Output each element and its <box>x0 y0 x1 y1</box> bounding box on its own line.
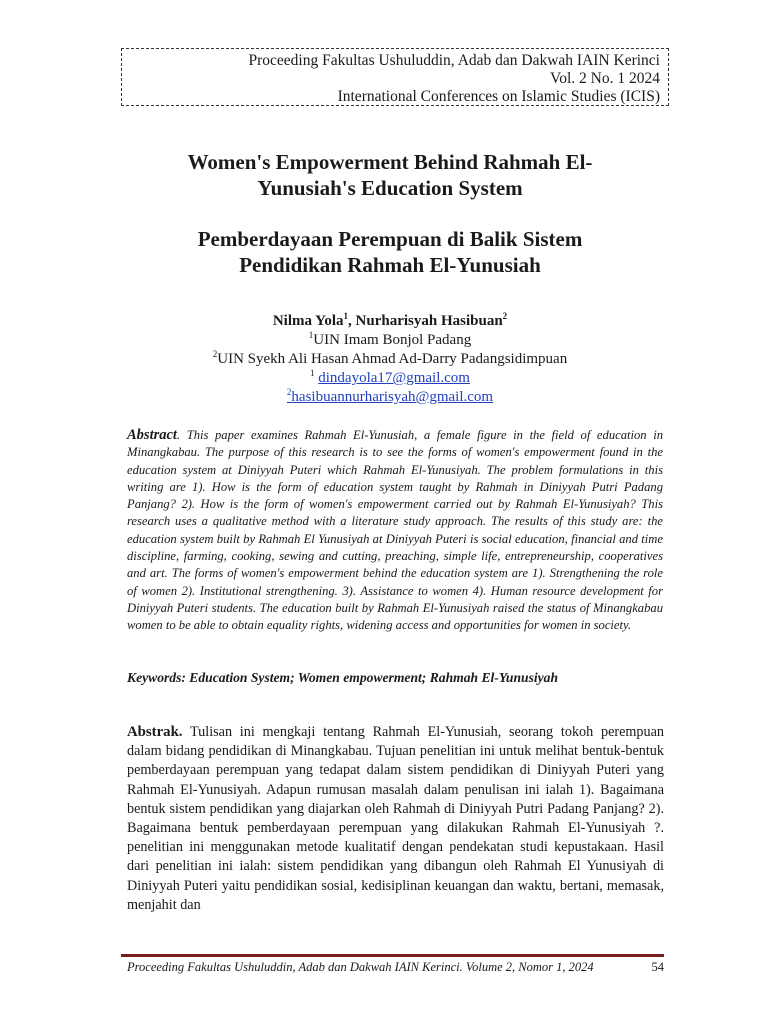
title-en-line-1: Women's Empowerment Behind Rahmah El- <box>187 150 593 174</box>
footer-rule <box>121 954 664 957</box>
affiliation-2-text: UIN Syekh Ali Hasan Ahmad Ad-Darry Padangsidimpuan <box>217 351 568 367</box>
affiliation-2 <box>120 350 660 369</box>
affiliation-2-sup: 2 <box>212 349 218 359</box>
abstract-english <box>127 427 663 635</box>
author-2-name: Nurharisyah Hasibuan <box>355 313 503 329</box>
abstract-indonesian <box>127 723 664 915</box>
journal-volume: Vol. 2 No. 1 2024 <box>550 70 660 87</box>
page-footer <box>127 960 667 974</box>
affiliation-1-text: UIN Imam Bonjol Padang <box>313 332 472 348</box>
author-1-sup: 1 <box>343 311 349 321</box>
author-separator: , <box>348 313 356 329</box>
author-block <box>120 312 660 407</box>
title-id-line-2: Pendidikan Rahmah El-Yunusiah <box>239 253 541 277</box>
author-2-sup: 2 <box>502 311 508 321</box>
email-2-text: hasibuannurharisyah@gmail.com <box>291 389 494 405</box>
abstract-id-text: Tulisan ini mengkaji tentang Rahmah El-Yunusiah, seorang tokoh perempuan dalam bidang pendidikan di Minangkabau. Tujuan penelitian ini untuk melihat bentuk-bentuk pemberdayaan perempuan yang tedapat dalam sistem pendidikan di Diniyyah Puteri yang Rahmah El-Yunusiyah. Adapun rumusan masalah dalam penulisan ini ialah 1). Bagaimana bentuk sistem pendidikan yang diajarkan oleh Rahmah di Diniyyah Putri Padang Panjang? 2). Bagaimana bentuk pemberdayaan perempuan yang dilakukan Rahmah El-Yunusiyah ?. penelitian ini menggunakan metode kualitatif dengan pendekatan studi kepustakaan. Hasil dari penelitian ini ialah: sistem pendidikan yang dibangun oleh Rahmah El Yunusiyah di Diniyyah Puteri yaitu pendidikan sosial, kedisiplinan keuangan dan waktu, bertani, memasak, menjahit dan <box>127 724 664 913</box>
page-number: 54 <box>651 960 664 974</box>
email-2 <box>120 388 660 407</box>
paper-title-english <box>120 149 660 201</box>
author-names <box>120 312 660 331</box>
title-en-line-2: Yunusiah's Education System <box>257 176 523 200</box>
journal-name: Proceeding Fakultas Ushuluddin, Adab dan Dakwah IAIN Kerinci <box>248 52 660 69</box>
affiliation-1 <box>120 331 660 350</box>
author-1-name: Nilma Yola <box>272 313 344 329</box>
email-1-link[interactable]: dindayola17@gmail.com <box>318 370 470 386</box>
email-1-sup: 1 <box>310 368 315 378</box>
conference-name: International Conferences on Islamic Studies (ICIS) <box>337 88 660 105</box>
keywords: Keywords: Education System; Women empowerment; Rahmah El-Yunusiyah <box>127 670 559 685</box>
paper-title-indonesian <box>120 226 660 278</box>
journal-header-box <box>121 48 669 106</box>
footer-citation: Proceeding Fakultas Ushuluddin, Adab dan Dakwah IAIN Kerinci. Volume 2, Nomor 1, 2024 <box>127 960 594 974</box>
email-1 <box>120 369 660 388</box>
abstract-en-label: Abstract <box>127 427 177 443</box>
title-id-line-1: Pemberdayaan Perempuan di Balik Sistem <box>197 227 583 251</box>
email-2-link[interactable] <box>287 389 493 405</box>
email-2-sup: 2 <box>286 387 292 397</box>
abstract-en-text: . This paper examines Rahmah El-Yunusiah, a female figure in the field of education in Minangkabau. The purpose of this research is to see the forms of women's empowerment found in the education system at Diniyyah Puteri which Rahmah El-Yunusiyah. The problem formulations in this writing are 1). How is the form of education system taught by Rahmah in Diniyyah Putri Padang Panjang? 2). How is the form of women's empowerment carried out by Rahmah El-Yunusiyah? This research uses a qualitative method with a literature study approach. The results of this study are: the education system built by Rahmah El Yunusiyah at Diniyyah Puteri is social education, financial and time discipline, farming, cooking, sewing and cutting, preaching, simple life, entrepreneurship, cooperatives and art. The forms of women's empowerment behind the education system are 1). Strengthening the role of women 2). Institutional strengthening. 3). Assistance to women 4). Human resource development for Diniyyah Puteri students. The education built by Rahmah El-Yunusiyah raised the status of Minangkabau women to be able to obtain equality rights, widening access and opportunities for women in society. <box>127 428 663 633</box>
abstract-id-label: Abstrak. <box>127 724 183 740</box>
affiliation-1-sup: 1 <box>308 330 314 340</box>
